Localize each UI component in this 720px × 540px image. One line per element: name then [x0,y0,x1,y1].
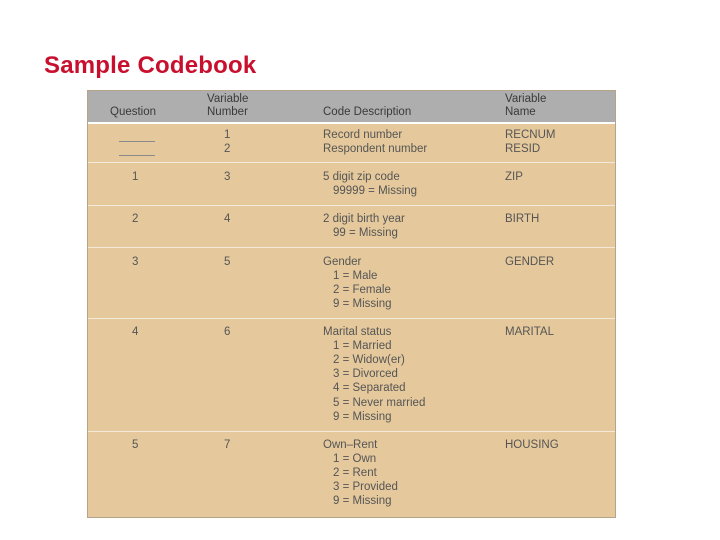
code-description: Own–Rent [323,439,378,451]
variable-number: 1 [224,129,231,141]
variable-name: GENDER [505,256,555,268]
variable-number: 5 [224,256,231,268]
variable-name: MARITAL [505,326,554,338]
code-value: 2 = Widow(er) [333,354,405,366]
variable-name: HOUSING [505,439,559,451]
blank-question-mark [119,155,155,156]
code-value: 5 = Never married [333,397,426,409]
table-header [88,91,615,122]
variable-number: 2 [224,143,231,155]
codebook-table [87,90,616,518]
code-value: 4 = Separated [333,382,406,394]
row-separator [88,205,615,206]
code-value: 9 = Missing [333,411,392,423]
code-value: 3 = Divorced [333,368,398,380]
row-separator [88,162,615,163]
blank-question-mark [119,141,155,142]
code-value: 99 = Missing [333,227,398,239]
question-number: 1 [132,171,139,183]
variable-name: RECNUM [505,129,556,141]
header-separator [88,122,615,124]
question-number: 4 [132,326,139,338]
code-value: 99999 = Missing [333,185,418,197]
variable-number: 7 [224,439,231,451]
row-separator [88,318,615,319]
code-description: Record number [323,129,403,141]
question-number: 3 [132,256,139,268]
variable-name: RESID [505,143,541,155]
column-header-variable-number-line1: Variable [207,93,249,105]
variable-name: BIRTH [505,213,540,225]
code-value: 1 = Own [333,453,377,465]
slide-title: Sample Codebook [44,52,257,79]
code-value: 9 = Missing [333,495,392,507]
variable-number: 6 [224,326,231,338]
row-separator [88,247,615,248]
code-description: Gender [323,256,362,268]
code-description: 5 digit zip code [323,171,400,183]
column-header-variable-name-line1: Variable [505,93,547,105]
code-value: 3 = Provided [333,481,398,493]
code-description: Respondent number [323,143,428,155]
variable-number: 3 [224,171,231,183]
code-value: 1 = Male [333,270,378,282]
row-separator [88,431,615,432]
code-description: 2 digit birth year [323,213,405,225]
column-header-variable-name-line2: Name [505,106,536,118]
question-number: 5 [132,439,139,451]
question-number: 2 [132,213,139,225]
variable-number: 4 [224,213,231,225]
code-description: Marital status [323,326,392,338]
column-header-variable-number-line2: Number [207,106,248,118]
column-header-question: Question [110,106,157,118]
code-value: 2 = Rent [333,467,377,479]
variable-name: ZIP [505,171,523,183]
code-value: 1 = Married [333,340,392,352]
code-value: 2 = Female [333,284,391,296]
column-header-code-description: Code Description [323,106,412,118]
code-value: 9 = Missing [333,298,392,310]
